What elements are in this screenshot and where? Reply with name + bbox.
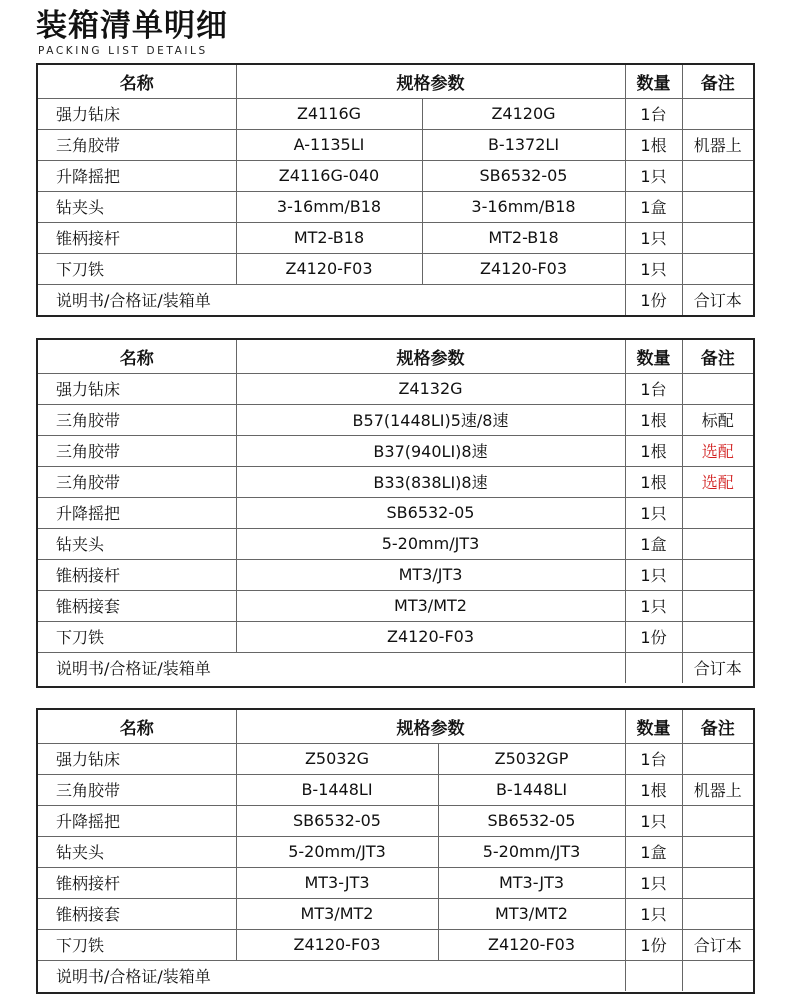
row-name: 说明书/合格证/装箱单 [38, 284, 625, 315]
page-subtitle: PACKING LIST DETAILS [38, 45, 208, 57]
row-spec: 5-20mm/JT3 [438, 836, 625, 867]
table-row [38, 743, 753, 774]
row-spec: MT3-JT3 [438, 867, 625, 898]
row-qty: 1只 [625, 497, 682, 528]
row-qty [625, 960, 682, 991]
row-spec: Z4116G-040 [236, 160, 422, 191]
row-note [682, 160, 753, 191]
row-spec: B-1448LI [236, 774, 438, 805]
table-row [38, 898, 753, 929]
row-name: 强力钻床 [38, 373, 236, 404]
header-spec: 规格参数 [236, 710, 625, 743]
row-note [682, 497, 753, 528]
row-spec: Z4120-F03 [236, 929, 438, 960]
row-spec: MT3-JT3 [236, 867, 438, 898]
row-qty: 1根 [625, 404, 682, 435]
row-spec: SB6532-05 [422, 160, 625, 191]
row-spec: MT3/JT3 [236, 559, 625, 590]
row-qty: 1台 [625, 98, 682, 129]
row-spec: Z4120-F03 [236, 253, 422, 284]
row-qty: 1份 [625, 621, 682, 652]
header-name: 名称 [38, 65, 236, 98]
header-note: 备注 [682, 340, 753, 373]
row-spec: Z4120-F03 [438, 929, 625, 960]
row-qty: 1盒 [625, 836, 682, 867]
row-name: 升降摇把 [38, 805, 236, 836]
row-qty: 1台 [625, 373, 682, 404]
row-note [682, 590, 753, 621]
packing-table-1 [36, 63, 755, 317]
row-note [682, 805, 753, 836]
row-name: 锥柄接杆 [38, 222, 236, 253]
row-qty: 1台 [625, 743, 682, 774]
row-spec: Z4120-F03 [422, 253, 625, 284]
row-qty: 1只 [625, 160, 682, 191]
row-qty: 1只 [625, 898, 682, 929]
row-spec: 5-20mm/JT3 [236, 528, 625, 559]
row-spec: MT3/MT2 [236, 898, 438, 929]
header-name: 名称 [38, 710, 236, 743]
row-name: 锥柄接杆 [38, 559, 236, 590]
header-note: 备注 [682, 710, 753, 743]
row-name: 三角胶带 [38, 404, 236, 435]
row-note-optional: 选配 [682, 435, 753, 466]
row-qty: 1根 [625, 774, 682, 805]
row-note: 标配 [682, 404, 753, 435]
row-note: 合订本 [682, 284, 753, 315]
row-spec: B57(1448LI)5速/8速 [236, 404, 625, 435]
table-row [38, 652, 753, 683]
row-note [682, 253, 753, 284]
row-spec: B-1448LI [438, 774, 625, 805]
row-qty: 1份 [625, 929, 682, 960]
row-name: 钻夹头 [38, 528, 236, 559]
row-note: 机器上 [682, 129, 753, 160]
row-spec: 5-20mm/JT3 [236, 836, 438, 867]
header-qty: 数量 [625, 710, 682, 743]
row-note [682, 867, 753, 898]
row-qty: 1只 [625, 867, 682, 898]
row-spec: Z4120G [422, 98, 625, 129]
row-name: 钻夹头 [38, 191, 236, 222]
header-qty: 数量 [625, 340, 682, 373]
table-row [38, 129, 753, 160]
row-note [682, 559, 753, 590]
row-name: 锥柄接杆 [38, 867, 236, 898]
row-spec: MT2-B18 [236, 222, 422, 253]
row-spec: SB6532-05 [438, 805, 625, 836]
table-row [38, 404, 753, 435]
row-spec: MT3/MT2 [236, 590, 625, 621]
row-name: 强力钻床 [38, 743, 236, 774]
row-spec: SB6532-05 [236, 497, 625, 528]
header-spec: 规格参数 [236, 65, 625, 98]
row-note-optional: 选配 [682, 466, 753, 497]
table-row [38, 559, 753, 590]
row-spec: MT3/MT2 [438, 898, 625, 929]
header-name: 名称 [38, 340, 236, 373]
table-row [38, 284, 753, 315]
row-qty: 1盒 [625, 528, 682, 559]
row-spec: MT2-B18 [422, 222, 625, 253]
table-row [38, 222, 753, 253]
row-note [682, 98, 753, 129]
table-row [38, 528, 753, 559]
row-name: 三角胶带 [38, 129, 236, 160]
row-spec: Z4120-F03 [236, 621, 625, 652]
row-spec: B33(838LI)8速 [236, 466, 625, 497]
row-name: 下刀铁 [38, 929, 236, 960]
row-note [682, 960, 753, 991]
table-row [38, 621, 753, 652]
row-name: 下刀铁 [38, 253, 236, 284]
row-qty: 1只 [625, 222, 682, 253]
row-note: 机器上 [682, 774, 753, 805]
row-spec: B37(940LI)8速 [236, 435, 625, 466]
row-name: 升降摇把 [38, 497, 236, 528]
table-row [38, 373, 753, 404]
row-note: 合订本 [682, 929, 753, 960]
page-title: 装箱清单明细 [36, 8, 228, 44]
packing-table-2 [36, 338, 755, 688]
row-qty: 1只 [625, 805, 682, 836]
table-row [38, 774, 753, 805]
row-qty: 1只 [625, 253, 682, 284]
row-name: 三角胶带 [38, 466, 236, 497]
row-name: 说明书/合格证/装箱单 [38, 652, 625, 683]
table-row [38, 253, 753, 284]
header-spec: 规格参数 [236, 340, 625, 373]
row-spec: B-1372LI [422, 129, 625, 160]
row-note [682, 373, 753, 404]
table-row [38, 191, 753, 222]
row-name: 锥柄接套 [38, 590, 236, 621]
row-spec: 3-16mm/B18 [422, 191, 625, 222]
row-spec: Z4116G [236, 98, 422, 129]
table-row [38, 805, 753, 836]
row-note [682, 222, 753, 253]
row-qty: 1只 [625, 559, 682, 590]
row-note [682, 528, 753, 559]
row-note [682, 836, 753, 867]
row-spec: 3-16mm/B18 [236, 191, 422, 222]
row-note [682, 743, 753, 774]
table-row [38, 98, 753, 129]
table-row [38, 836, 753, 867]
table-row [38, 466, 753, 497]
table-row [38, 929, 753, 960]
row-spec: Z5032G [236, 743, 438, 774]
row-name: 钻夹头 [38, 836, 236, 867]
row-name: 说明书/合格证/装箱单 [38, 960, 625, 991]
header-qty: 数量 [625, 65, 682, 98]
row-note [682, 898, 753, 929]
row-note [682, 621, 753, 652]
row-qty [625, 652, 682, 683]
row-name: 锥柄接套 [38, 898, 236, 929]
row-spec: SB6532-05 [236, 805, 438, 836]
row-qty: 1份 [625, 284, 682, 315]
table-row [38, 960, 753, 991]
row-qty: 1根 [625, 435, 682, 466]
row-spec: Z4132G [236, 373, 625, 404]
header-note: 备注 [682, 65, 753, 98]
row-name: 下刀铁 [38, 621, 236, 652]
row-name: 强力钻床 [38, 98, 236, 129]
table-row [38, 590, 753, 621]
row-name: 三角胶带 [38, 774, 236, 805]
packing-table-3 [36, 708, 755, 994]
row-note [682, 191, 753, 222]
row-qty: 1根 [625, 129, 682, 160]
row-qty: 1盒 [625, 191, 682, 222]
row-spec: A-1135LI [236, 129, 422, 160]
row-spec: Z5032GP [438, 743, 625, 774]
row-name: 升降摇把 [38, 160, 236, 191]
row-note: 合订本 [682, 652, 753, 683]
table-row [38, 867, 753, 898]
table-row [38, 160, 753, 191]
table-row [38, 497, 753, 528]
row-qty: 1根 [625, 466, 682, 497]
table-row [38, 435, 753, 466]
row-name: 三角胶带 [38, 435, 236, 466]
row-qty: 1只 [625, 590, 682, 621]
